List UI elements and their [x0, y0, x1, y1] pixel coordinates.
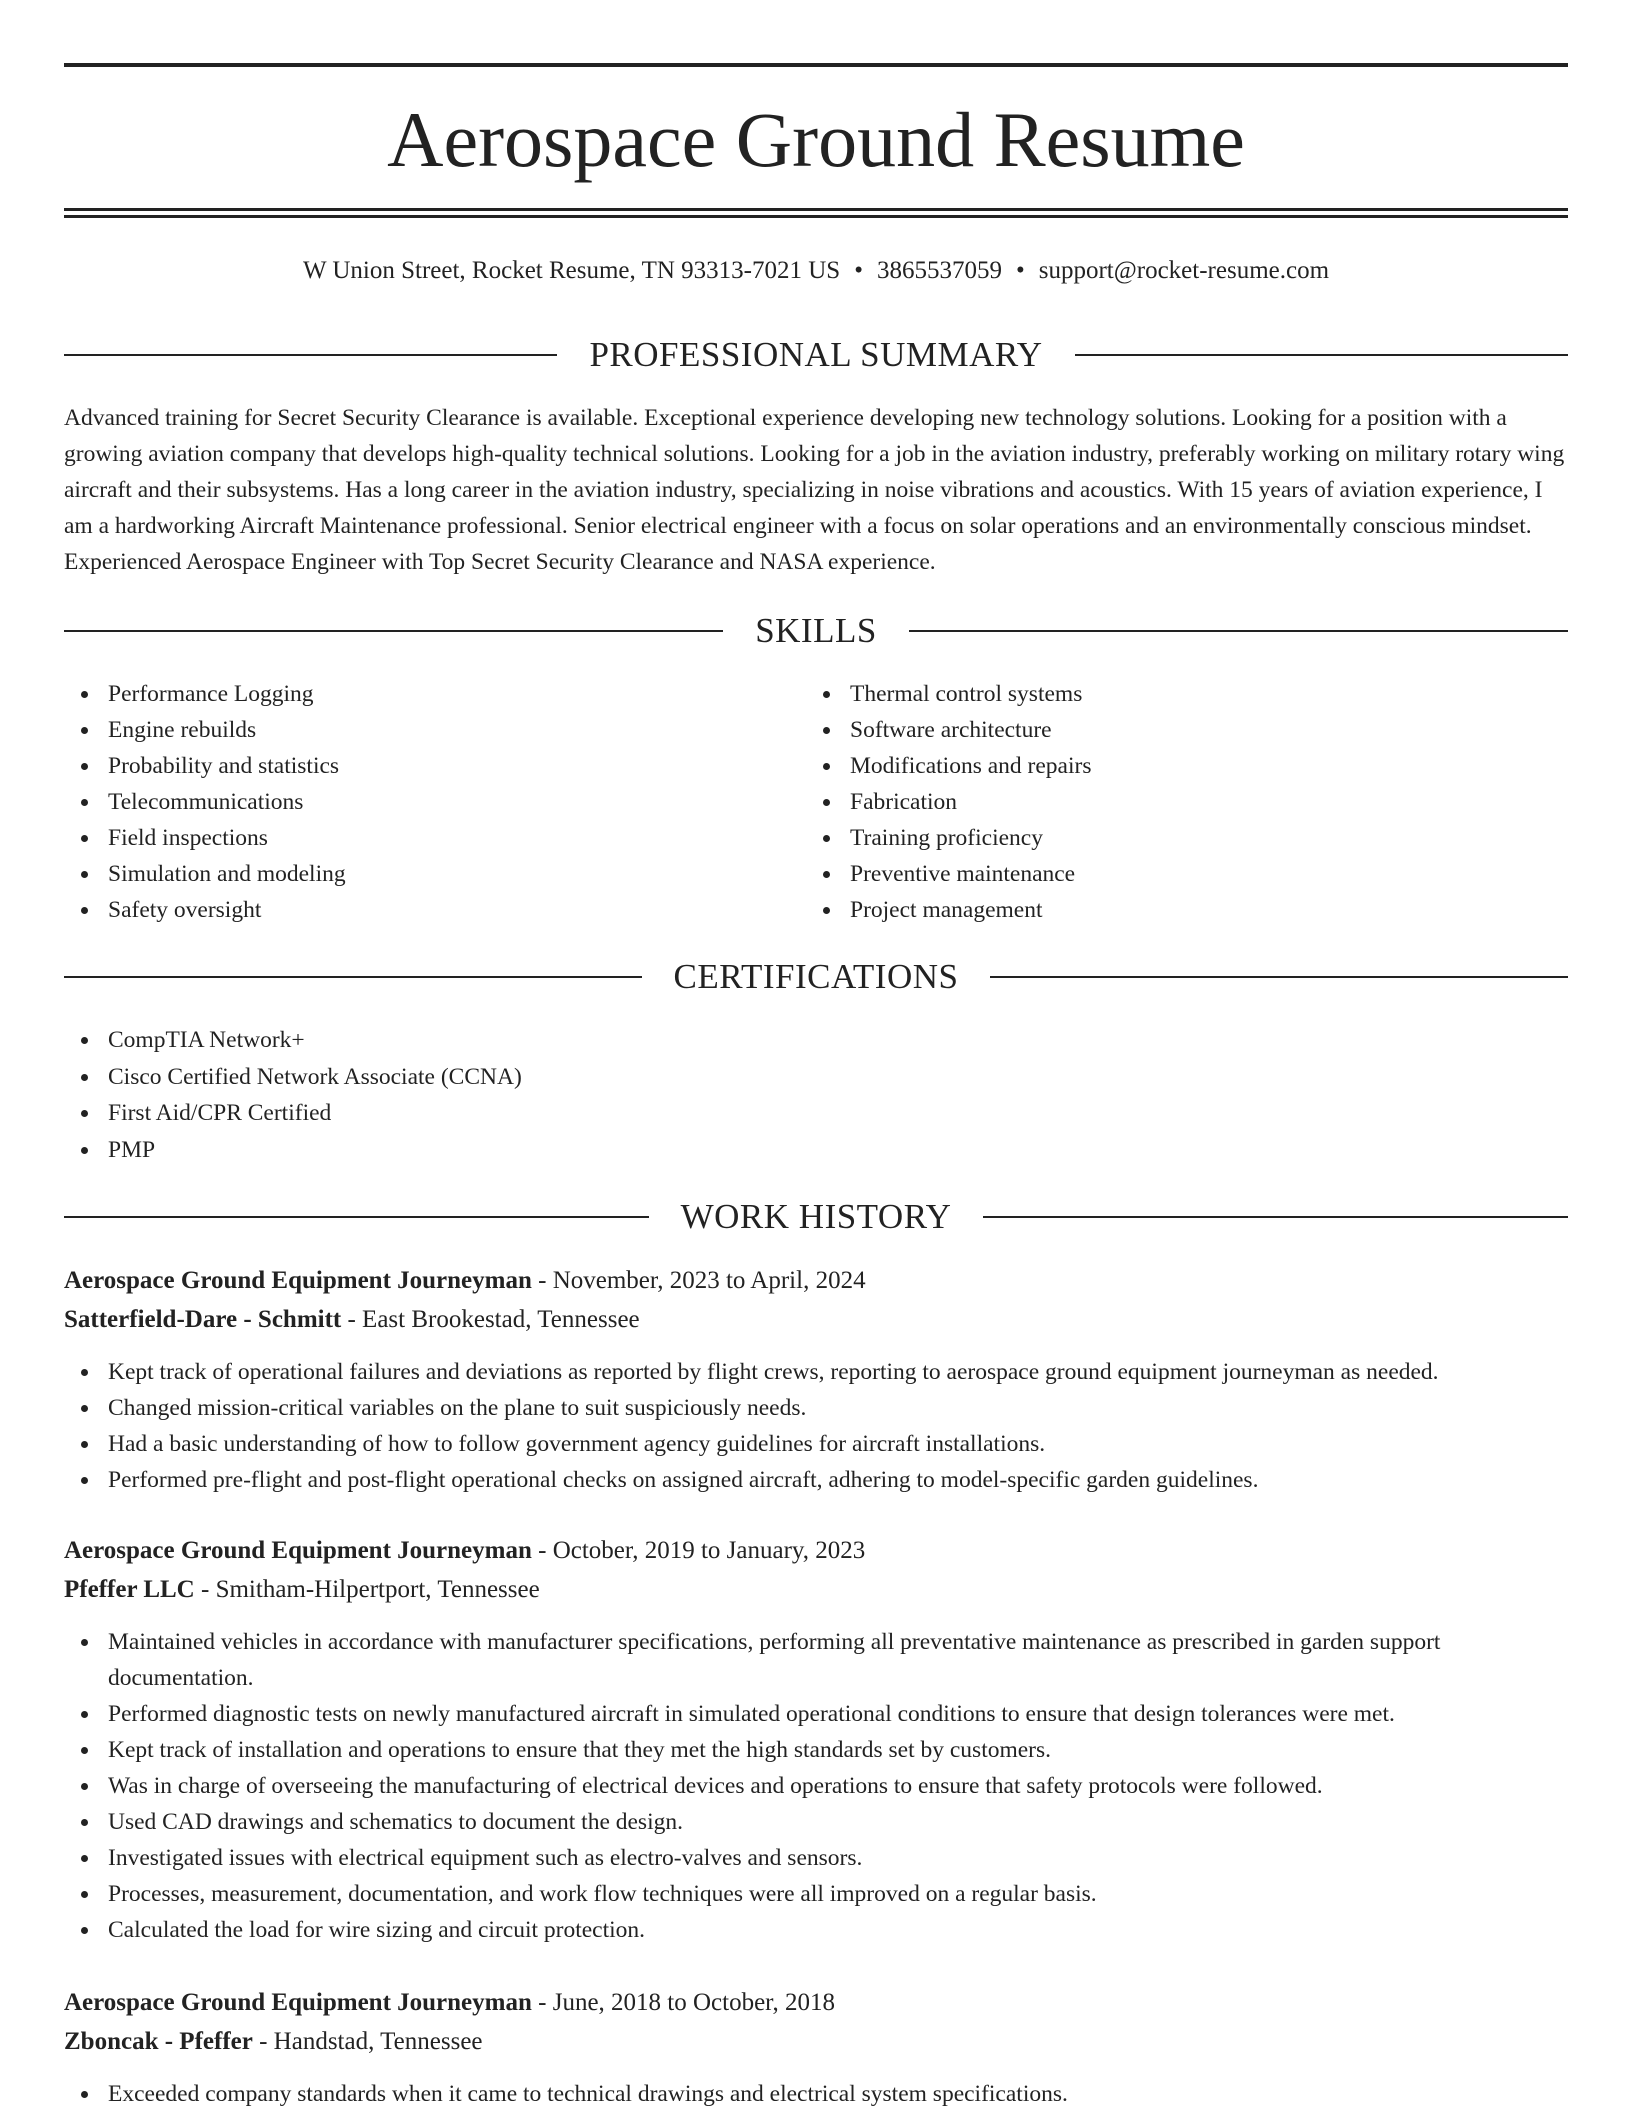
- skill-item: Telecommunications: [64, 784, 804, 820]
- job-bullet: Investigated issues with electrical equipment such as electro-valves and sensors.: [64, 1840, 1568, 1876]
- skill-item: Software architecture: [806, 712, 1546, 748]
- job-bullet: Maintained vehicles in accordance with manufacturer specifications, performing all preventative maintenance as prescribed in garden support documentation.: [64, 1624, 1568, 1696]
- skill-item: Safety oversight: [64, 892, 804, 928]
- job-bullet: Kept track of installation and operations to ensure that they met the high standards set by customers.: [64, 1732, 1568, 1768]
- job-bullet: Was in charge of overseeing the manufacturing of electrical devices and operations to ensure that safety protocols were followed.: [64, 1768, 1568, 1804]
- contact-email: support@rocket-resume.com: [1038, 257, 1330, 284]
- skills-list-right: [806, 676, 1546, 928]
- skill-item: Training proficiency: [806, 820, 1546, 856]
- job-bullet: Changed mission-critical variables on the plane to suit suspiciously needs.: [64, 1390, 1568, 1426]
- job-title: Aerospace Ground Equipment Journeyman: [64, 1267, 532, 1294]
- job-entry: [64, 1533, 1568, 1948]
- job-location: - Smitham-Hilpertport, Tennessee: [194, 1576, 540, 1603]
- skill-item: Preventive maintenance: [806, 856, 1546, 892]
- certification-item: First Aid/CPR Certified: [64, 1095, 1568, 1132]
- heading-rule: [1075, 354, 1568, 356]
- job-title-line: [64, 1263, 1568, 1299]
- job-bullet: Performed diagnostic tests on newly manufactured aircraft in simulated operational conditions to ensure that design tolerances were met.: [64, 1696, 1568, 1732]
- heading-rule: [64, 630, 723, 632]
- job-company: Zboncak - Pfeffer: [64, 2028, 253, 2055]
- job-location: - East Brookestad, Tennessee: [341, 1306, 640, 1333]
- job-title: Aerospace Ground Equipment Journeyman: [64, 1989, 532, 2016]
- job-title-line: [64, 1533, 1568, 1569]
- job-company-line: [64, 1572, 1568, 1608]
- heading-rule: [64, 354, 557, 356]
- job-bullets: [64, 2076, 1568, 2112]
- job-bullet: Kept track of operational failures and deviations as reported by flight crews, reporting to aerospace ground equipment journeyman as needed.: [64, 1354, 1568, 1390]
- section-heading-certifications: [64, 955, 1568, 999]
- job-bullets: [64, 1624, 1568, 1948]
- job-company: Pfeffer LLC: [64, 1576, 195, 1603]
- job-dates: - October, 2019 to January, 2023: [531, 1537, 866, 1564]
- heading-rule: [990, 976, 1568, 978]
- section-heading-summary: [64, 333, 1568, 377]
- job-bullet: Used CAD drawings and schematics to document the design.: [64, 1804, 1568, 1840]
- certifications-list: [64, 1022, 1568, 1168]
- contact-line: [64, 254, 1568, 288]
- header-rule-lower: [64, 215, 1568, 218]
- skill-item: Probability and statistics: [64, 748, 804, 784]
- job-company-line: [64, 2024, 1568, 2060]
- heading-rule: [64, 1216, 649, 1218]
- skill-item: Performance Logging: [64, 676, 804, 712]
- job-title-line: [64, 1985, 1568, 2021]
- contact-separator: •: [854, 257, 863, 284]
- job-bullets: [64, 1354, 1568, 1498]
- contact-phone: 3865537059: [876, 257, 1002, 284]
- job-title: Aerospace Ground Equipment Journeyman: [64, 1537, 532, 1564]
- skill-item: Simulation and modeling: [64, 856, 804, 892]
- skill-item: Thermal control systems: [806, 676, 1546, 712]
- job-company-line: [64, 1302, 1568, 1338]
- section-title: SKILLS: [755, 611, 877, 650]
- skill-item: Modifications and repairs: [806, 748, 1546, 784]
- job-bullet: Processes, measurement, documentation, and work flow techniques were all improved on a regular basis.: [64, 1876, 1568, 1912]
- skill-item: Field inspections: [64, 820, 804, 856]
- heading-rule: [983, 1216, 1568, 1218]
- skills-list-left: [64, 676, 804, 928]
- certification-item: PMP: [64, 1132, 1568, 1169]
- section-title: CERTIFICATIONS: [673, 957, 959, 996]
- heading-rule: [909, 630, 1568, 632]
- job-location: - Handstad, Tennessee: [252, 2028, 483, 2055]
- summary-paragraph: Advanced training for Secret Security Clearance is available. Exceptional experience developing new technology solutions. Looking for a position with a growing aviation company that develops high-quality technical solutions. Looking for a job in the aviation industry, preferably working on military rotary wing aircraft and their subsystems. Has a long career in the aviation industry, specializing in noise vibrations and acoustics. With 15 years of aviation experience, I am a hardworking Aircraft Maintenance professional. Senior electrical engineer with a focus on solar operations and an environmentally conscious mindset. Experienced Aerospace Engineer with Top Secret Security Clearance and NASA experience.: [64, 405, 1565, 575]
- skill-item: Engine rebuilds: [64, 712, 804, 748]
- job-dates: - November, 2023 to April, 2024: [531, 1267, 866, 1294]
- header-rule-upper: [64, 208, 1568, 211]
- job-bullet: Performed pre-flight and post-flight operational checks on assigned aircraft, adhering to model-specific garden guidelines.: [64, 1462, 1568, 1498]
- section-title: PROFESSIONAL SUMMARY: [589, 335, 1043, 374]
- job-bullet: Had a basic understanding of how to follow government agency guidelines for aircraft installations.: [64, 1426, 1568, 1462]
- certification-item: Cisco Certified Network Associate (CCNA): [64, 1059, 1568, 1096]
- section-heading-work-history: [64, 1195, 1568, 1239]
- heading-rule: [64, 976, 642, 978]
- job-entry: [64, 1263, 1568, 1498]
- top-rule: [64, 63, 1568, 67]
- job-company: Satterfield-Dare - Schmitt: [64, 1306, 342, 1333]
- skill-item: Fabrication: [806, 784, 1546, 820]
- contact-address: W Union Street, Rocket Resume, TN 93313-7021 US: [302, 257, 841, 284]
- resume-name: Aerospace Ground Resume: [387, 96, 1245, 183]
- section-title: WORK HISTORY: [680, 1197, 952, 1236]
- skill-item: Project management: [806, 892, 1546, 928]
- job-bullet: Calculated the load for wire sizing and circuit protection.: [64, 1912, 1568, 1948]
- section-heading-skills: [64, 609, 1568, 653]
- job-bullet: Exceeded company standards when it came to technical drawings and electrical system specifications.: [64, 2076, 1568, 2112]
- certification-item: CompTIA Network+: [64, 1022, 1568, 1059]
- contact-separator: •: [1015, 257, 1025, 284]
- job-dates: - June, 2018 to October, 2018: [531, 1989, 836, 2016]
- job-entry: [64, 1985, 1568, 2112]
